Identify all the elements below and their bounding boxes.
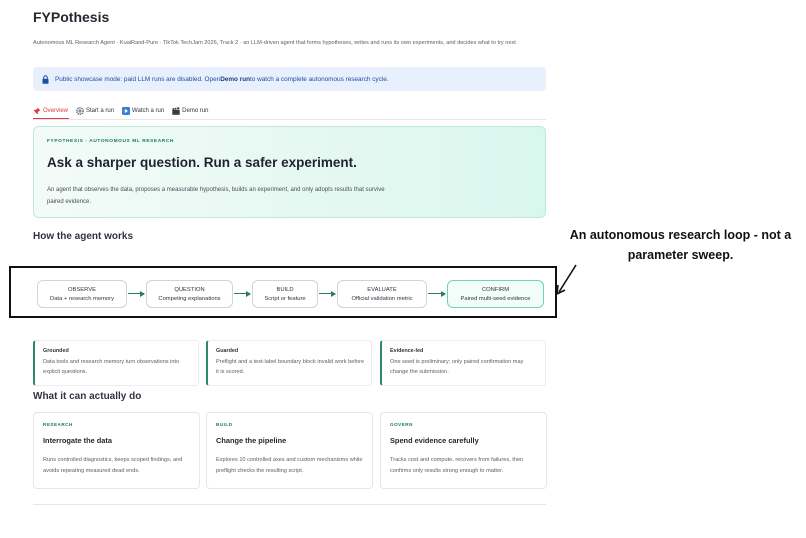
flow-arrow <box>428 293 445 294</box>
notice-text-after: to watch a complete autonomous research cycle. <box>250 75 389 83</box>
step-build <box>252 280 318 308</box>
feature-description: One seed is preliminary; only paired confirmation may change the submission. <box>390 359 524 375</box>
feature-title: Grounded <box>43 348 69 354</box>
capability-description: Runs controlled diagnostics, keeps scoped findings, and avoids repeating measured dead ends. <box>43 457 183 474</box>
tab-watch-run[interactable] <box>122 103 165 119</box>
capability-title: Interrogate the data <box>43 436 112 445</box>
capability-card-build <box>206 412 373 489</box>
flow-arrow <box>234 293 250 294</box>
feature-description: Data tools and research memory turn observations into explicit questions. <box>43 359 180 375</box>
feature-description: Preflight and a test-label boundary block invalid work before it is scored. <box>216 359 365 375</box>
app-title: FYPothesis <box>33 9 110 25</box>
hero-headline: Ask a sharper question. Run a safer experiment. <box>47 155 357 170</box>
notice-text-before: Public showcase mode: paid LLM runs are disabled. Open <box>55 75 221 83</box>
step-build-title: BUILD <box>276 287 294 293</box>
capability-description: Tracks cost and compute, recovers from failures, then confirms only results strong enough to matter. <box>390 457 524 474</box>
agent-loop-diagram <box>9 266 557 318</box>
tab-bar <box>33 103 546 120</box>
capability-title: Change the pipeline <box>216 436 287 445</box>
annotation-arrow-icon <box>552 262 582 296</box>
capability-title: Spend evidence carefully <box>390 436 479 445</box>
showcase-notice <box>33 67 546 91</box>
step-evaluate-title: EVALUATE <box>367 287 397 293</box>
play-icon <box>122 107 130 115</box>
feature-title: Evidence-led <box>390 348 424 354</box>
tab-watch-run-label: Watch a run <box>132 108 165 114</box>
tab-demo-run-label: Demo run <box>182 108 209 114</box>
hero-card <box>33 126 546 218</box>
demo-run-link[interactable]: Demo run <box>220 75 251 83</box>
hero-description: An agent that observes the data, proposes a measurable hypothesis, builds an experiment, and only adopts results that survive paired evidence. <box>47 187 385 205</box>
tab-overview-label: Overview <box>43 107 69 114</box>
clapperboard-icon <box>172 107 180 115</box>
step-evaluate <box>337 280 427 308</box>
tab-start-run[interactable] <box>76 103 115 119</box>
loop-annotation: An autonomous research loop - not a parameter sweep. <box>569 228 792 262</box>
feature-card-guarded <box>206 340 372 386</box>
step-question-title: QUESTION <box>174 287 205 293</box>
flow-arrow <box>319 293 335 294</box>
capability-card-research <box>33 412 200 489</box>
pushpin-icon <box>33 107 41 115</box>
capability-card-govern <box>380 412 547 489</box>
step-evaluate-caption: Official validation metric <box>351 295 413 302</box>
feature-title: Guarded <box>216 348 239 354</box>
flow-arrow <box>128 293 144 294</box>
step-build-caption: Script or feature <box>264 295 306 302</box>
tab-start-run-label: Start a run <box>86 108 115 114</box>
feature-card-evidence-led <box>380 340 546 386</box>
bottom-divider <box>33 504 546 505</box>
tab-overview[interactable] <box>33 103 69 119</box>
step-confirm-caption: Paired multi-seed evidence <box>460 295 531 302</box>
lock-icon <box>42 75 49 84</box>
gear-icon <box>76 107 84 115</box>
capability-kicker: BUILD <box>216 422 233 427</box>
capability-kicker: RESEARCH <box>43 422 73 427</box>
step-confirm-title: CONFIRM <box>481 287 510 293</box>
step-observe <box>37 280 127 308</box>
how-heading: How the agent works <box>33 231 134 242</box>
capabilities-heading: What it can actually do <box>33 391 142 402</box>
step-confirm <box>447 280 544 308</box>
hero-kicker: FYPOTHESIS · AUTONOMOUS ML RESEARCH <box>47 139 174 144</box>
step-question <box>146 280 233 308</box>
step-question-caption: Competing explanations <box>158 295 221 302</box>
feature-card-grounded <box>33 340 199 386</box>
tab-demo-run[interactable] <box>172 103 209 119</box>
capability-description: Explores 10 controlled axes and custom mechanisms while preflight checks the resulting script. <box>216 457 363 474</box>
capability-kicker: GOVERN <box>390 422 413 427</box>
app-subtitle: Autonomous ML Research Agent · KuaiRand-Pure · TikTok TechJam 2026, Track 2 · an LLM-driven agent that forms hypotheses, writes and runs its own experiments, and decides what to try next <box>33 40 516 46</box>
step-observe-title: OBSERVE <box>68 287 96 293</box>
step-observe-caption: Data + research memory <box>50 295 114 302</box>
